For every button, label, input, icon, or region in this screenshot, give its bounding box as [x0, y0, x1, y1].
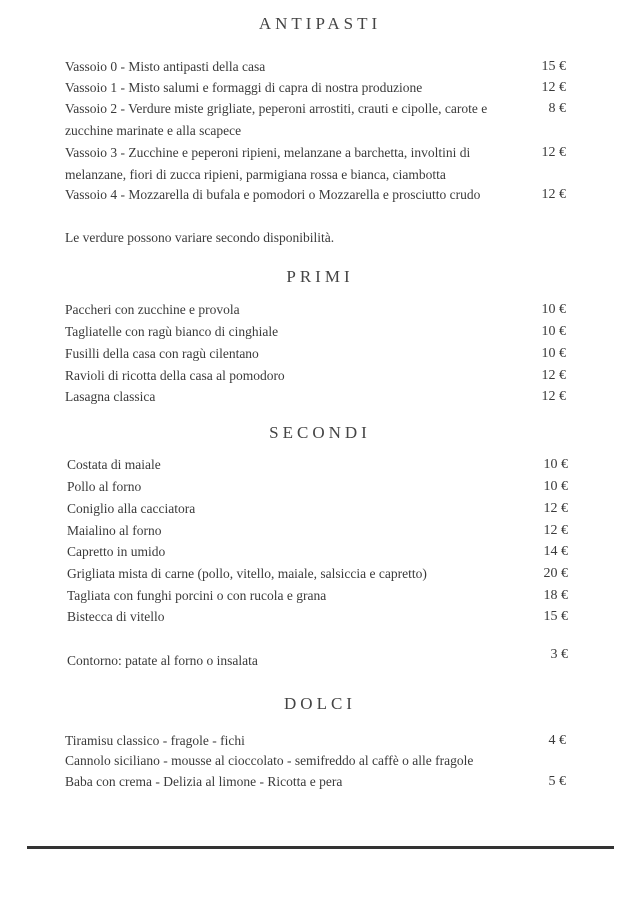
item-price: 3 €	[550, 647, 568, 662]
item-price: 12 €	[543, 523, 568, 538]
item-price: 12 €	[541, 187, 566, 202]
item-name: Vassoio 3 - Zucchine e peperoni ripieni, melanzane a barchetta, involtini di melanzane, fiori di zucca ripieni, parmigiana rossa e bianca, ciambotta	[65, 145, 471, 182]
menu-item	[65, 386, 570, 408]
antipasti-note: Le verdure possono variare secondo disponibilità.	[65, 230, 335, 245]
item-name: Tagliatelle con ragù bianco di cinghiale	[65, 324, 279, 339]
item-name: Ravioli di ricotta della casa al pomodoro	[65, 368, 285, 383]
item-price: 10 €	[541, 346, 566, 361]
dolci-heading: DOLCI	[284, 694, 356, 713]
menu-item	[67, 563, 572, 585]
secondi-heading: SECONDI	[269, 423, 371, 442]
item-name: Pollo al forno	[67, 479, 142, 494]
menu-item	[65, 343, 570, 365]
item-price: 12 €	[541, 145, 566, 160]
item-price: 4 €	[548, 733, 566, 748]
item-name: Lasagna classica	[65, 389, 156, 404]
item-price: 15 €	[543, 609, 568, 624]
item-name: Capretto in umido	[67, 544, 166, 559]
menu-item	[67, 647, 572, 672]
menu-item	[67, 476, 572, 498]
menu-item	[67, 454, 572, 476]
item-name: Fusilli della casa con ragù cilentano	[65, 346, 259, 361]
item-name: Contorno: patate al forno o insalata	[67, 653, 258, 668]
item-name: Maialino al forno	[67, 523, 162, 538]
item-price: 10 €	[541, 302, 566, 317]
menu-item	[67, 585, 572, 607]
item-price: 8 €	[548, 101, 566, 116]
item-name: Cannolo siciliano - mousse al cioccolato - semifreddo al caffè o alle fragole	[65, 753, 474, 768]
menu-item	[65, 142, 570, 185]
menu-item	[67, 606, 572, 628]
bottom-divider	[27, 846, 614, 849]
item-price: 10 €	[543, 479, 568, 494]
menu-item	[65, 730, 570, 752]
item-name: Tiramisu classico - fragole - fichi	[65, 733, 245, 748]
item-name: Costata di maiale	[67, 457, 161, 472]
item-price: 10 €	[543, 457, 568, 472]
item-name: Bistecca di vitello	[67, 609, 165, 624]
item-price: 10 €	[541, 324, 566, 339]
antipasti-heading: ANTIPASTI	[258, 14, 382, 33]
menu-item	[65, 299, 570, 321]
item-price: 12 €	[543, 501, 568, 516]
menu-item	[65, 184, 570, 206]
item-name: Vassoio 4 - Mozzarella di bufala e pomodori o Mozzarella e prosciutto crudo	[65, 187, 481, 202]
menu-item	[67, 498, 572, 520]
menu-item	[65, 56, 570, 78]
menu-item	[65, 321, 570, 343]
item-price: 18 €	[543, 588, 568, 603]
item-name: Vassoio 1 - Misto salumi e formaggi di capra di nostra produzione	[65, 80, 423, 95]
menu-item	[65, 77, 570, 99]
item-name: Baba con crema - Delizia al limone - Ricotta e pera	[65, 774, 343, 789]
item-price: 20 €	[543, 566, 568, 581]
item-price: 12 €	[541, 389, 566, 404]
item-name: Coniglio alla cacciatora	[67, 501, 196, 516]
menu-item	[65, 750, 570, 772]
menu-item	[65, 771, 570, 793]
item-name: Paccheri con zucchine e provola	[65, 302, 240, 317]
item-price: 12 €	[541, 80, 566, 95]
primi-heading: PRIMI	[286, 267, 354, 286]
menu-item	[65, 98, 570, 141]
item-name: Vassoio 2 - Verdure miste grigliate, peperoni arrostiti, crauti e cipolle, carote e zucchine marinate e alla scapece	[65, 101, 488, 138]
item-name: Tagliata con funghi porcini o con rucola e grana	[67, 588, 327, 603]
item-price: 14 €	[543, 544, 568, 559]
item-price: 5 €	[548, 774, 566, 789]
item-price: 15 €	[541, 59, 566, 74]
item-price: 12 €	[541, 368, 566, 383]
menu-item	[67, 520, 572, 542]
item-name: Grigliata mista di carne (pollo, vitello, maiale, salsiccia e capretto)	[67, 566, 427, 581]
menu-item	[65, 365, 570, 387]
menu-item	[67, 541, 572, 563]
item-name: Vassoio 0 - Misto antipasti della casa	[65, 59, 266, 74]
